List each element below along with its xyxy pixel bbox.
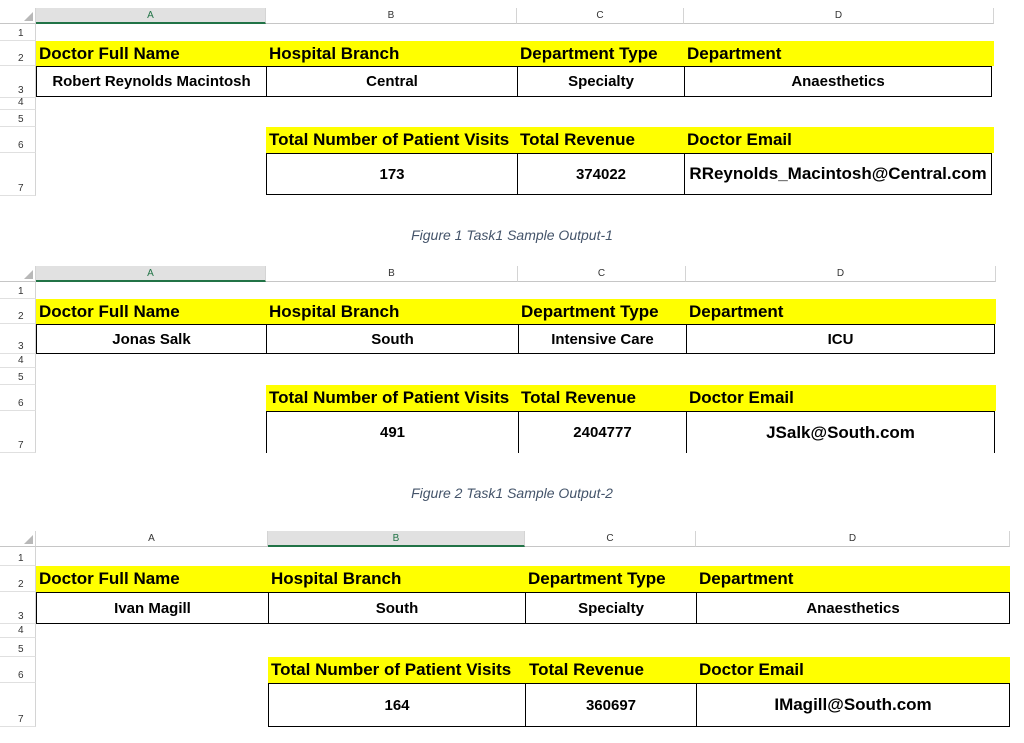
hospital-branch-header[interactable]: Hospital Branch [269,43,400,63]
total-revenue-value[interactable]: 374022 [517,153,685,195]
total-revenue-header[interactable]: Total Revenue [520,130,635,149]
row-number-5[interactable]: 5 [0,110,36,127]
department-value[interactable]: ICU [686,324,995,354]
total-visits-value[interactable]: 164 [268,683,526,727]
row-number-4[interactable]: 4 [0,354,36,368]
department-header[interactable]: Department [689,301,784,321]
row-number-5[interactable]: 5 [0,368,36,385]
row-number-4[interactable]: 4 [0,98,36,110]
total-revenue-header[interactable]: Total Revenue [529,660,644,679]
column-header-a[interactable]: A [36,8,266,24]
column-header-c[interactable]: C [518,266,686,282]
department-header[interactable]: Department [699,569,794,588]
department-type-value[interactable]: Specialty [517,66,685,97]
row-number-6[interactable]: 6 [0,657,36,683]
total-revenue-value[interactable]: 360697 [525,683,697,727]
hospital-branch-header[interactable]: Hospital Branch [269,301,400,321]
select-all-corner[interactable] [0,266,36,282]
doctor-full-name-value[interactable]: Robert Reynolds Macintosh [36,66,267,97]
department-type-value[interactable]: Specialty [525,592,697,624]
doctor-email-header[interactable]: Doctor Email [699,660,804,679]
row-number-7[interactable]: 7 [0,411,36,453]
row-number-4[interactable]: 4 [0,624,36,638]
column-header-a[interactable]: A [36,531,268,547]
department-value[interactable]: Anaesthetics [684,66,992,97]
row-number-1[interactable]: 1 [0,24,36,41]
row-number-2[interactable]: 2 [0,566,36,592]
row-number-5[interactable]: 5 [0,638,36,657]
row-number-1[interactable]: 1 [0,282,36,299]
total-revenue-value[interactable]: 2404777 [518,411,687,453]
row-number-2[interactable]: 2 [0,41,36,66]
column-header-d[interactable]: D [696,531,1010,547]
hospital-branch-value[interactable]: South [266,324,519,354]
doctor-email-value[interactable]: JSalk@South.com [686,411,995,453]
total-revenue-header[interactable]: Total Revenue [521,388,636,407]
figure-caption-1: Figure 1 Task1 Sample Output-1 [411,227,613,243]
hospital-branch-value[interactable]: South [268,592,526,624]
column-header-b[interactable]: B [266,8,517,24]
row-number-1[interactable]: 1 [0,547,36,566]
hospital-branch-header[interactable]: Hospital Branch [271,569,402,588]
row-number-7[interactable]: 7 [0,683,36,727]
select-all-triangle-icon [24,12,33,21]
department-value[interactable]: Anaesthetics [696,592,1010,624]
column-header-b[interactable]: B [266,266,518,282]
column-header-c[interactable]: C [525,531,696,547]
row-number-7[interactable]: 7 [0,153,36,196]
doctor-full-name-header[interactable]: Doctor Full Name [39,301,180,321]
doctor-full-name-header[interactable]: Doctor Full Name [39,43,180,63]
row-number-3[interactable]: 3 [0,66,36,98]
row-number-2[interactable]: 2 [0,299,36,324]
doctor-email-header[interactable]: Doctor Email [689,388,794,407]
row-number-6[interactable]: 6 [0,127,36,153]
column-header-b[interactable]: B [268,531,525,547]
department-type-header[interactable]: Department Type [521,301,659,321]
department-header[interactable]: Department [687,43,782,63]
doctor-email-header[interactable]: Doctor Email [687,130,792,149]
select-all-triangle-icon [24,270,33,279]
column-header-d[interactable]: D [686,266,996,282]
row-number-3[interactable]: 3 [0,592,36,624]
column-header-c[interactable]: C [517,8,684,24]
select-all-corner[interactable] [0,531,36,547]
total-visits-header[interactable]: Total Number of Patient Visits [271,660,512,679]
figure-caption-2: Figure 2 Task1 Sample Output-2 [411,485,613,501]
column-header-a[interactable]: A [36,266,266,282]
doctor-full-name-header[interactable]: Doctor Full Name [39,569,180,588]
row-number-3[interactable]: 3 [0,324,36,354]
doctor-email-value[interactable]: IMagill@South.com [696,683,1010,727]
select-all-corner[interactable] [0,8,36,24]
hospital-branch-value[interactable]: Central [266,66,518,97]
total-visits-value[interactable]: 491 [266,411,519,453]
department-type-header[interactable]: Department Type [520,43,658,63]
column-header-d[interactable]: D [684,8,994,24]
row-number-6[interactable]: 6 [0,385,36,411]
doctor-full-name-value[interactable]: Jonas Salk [36,324,267,354]
total-visits-header[interactable]: Total Number of Patient Visits [269,388,510,407]
department-type-header[interactable]: Department Type [528,569,666,588]
select-all-triangle-icon [24,535,33,544]
total-visits-value[interactable]: 173 [266,153,518,195]
total-visits-header[interactable]: Total Number of Patient Visits [269,130,510,149]
department-type-value[interactable]: Intensive Care [518,324,687,354]
doctor-email-value[interactable]: RReynolds_Macintosh@Central.com [684,153,992,195]
doctor-full-name-value[interactable]: Ivan Magill [36,592,269,624]
